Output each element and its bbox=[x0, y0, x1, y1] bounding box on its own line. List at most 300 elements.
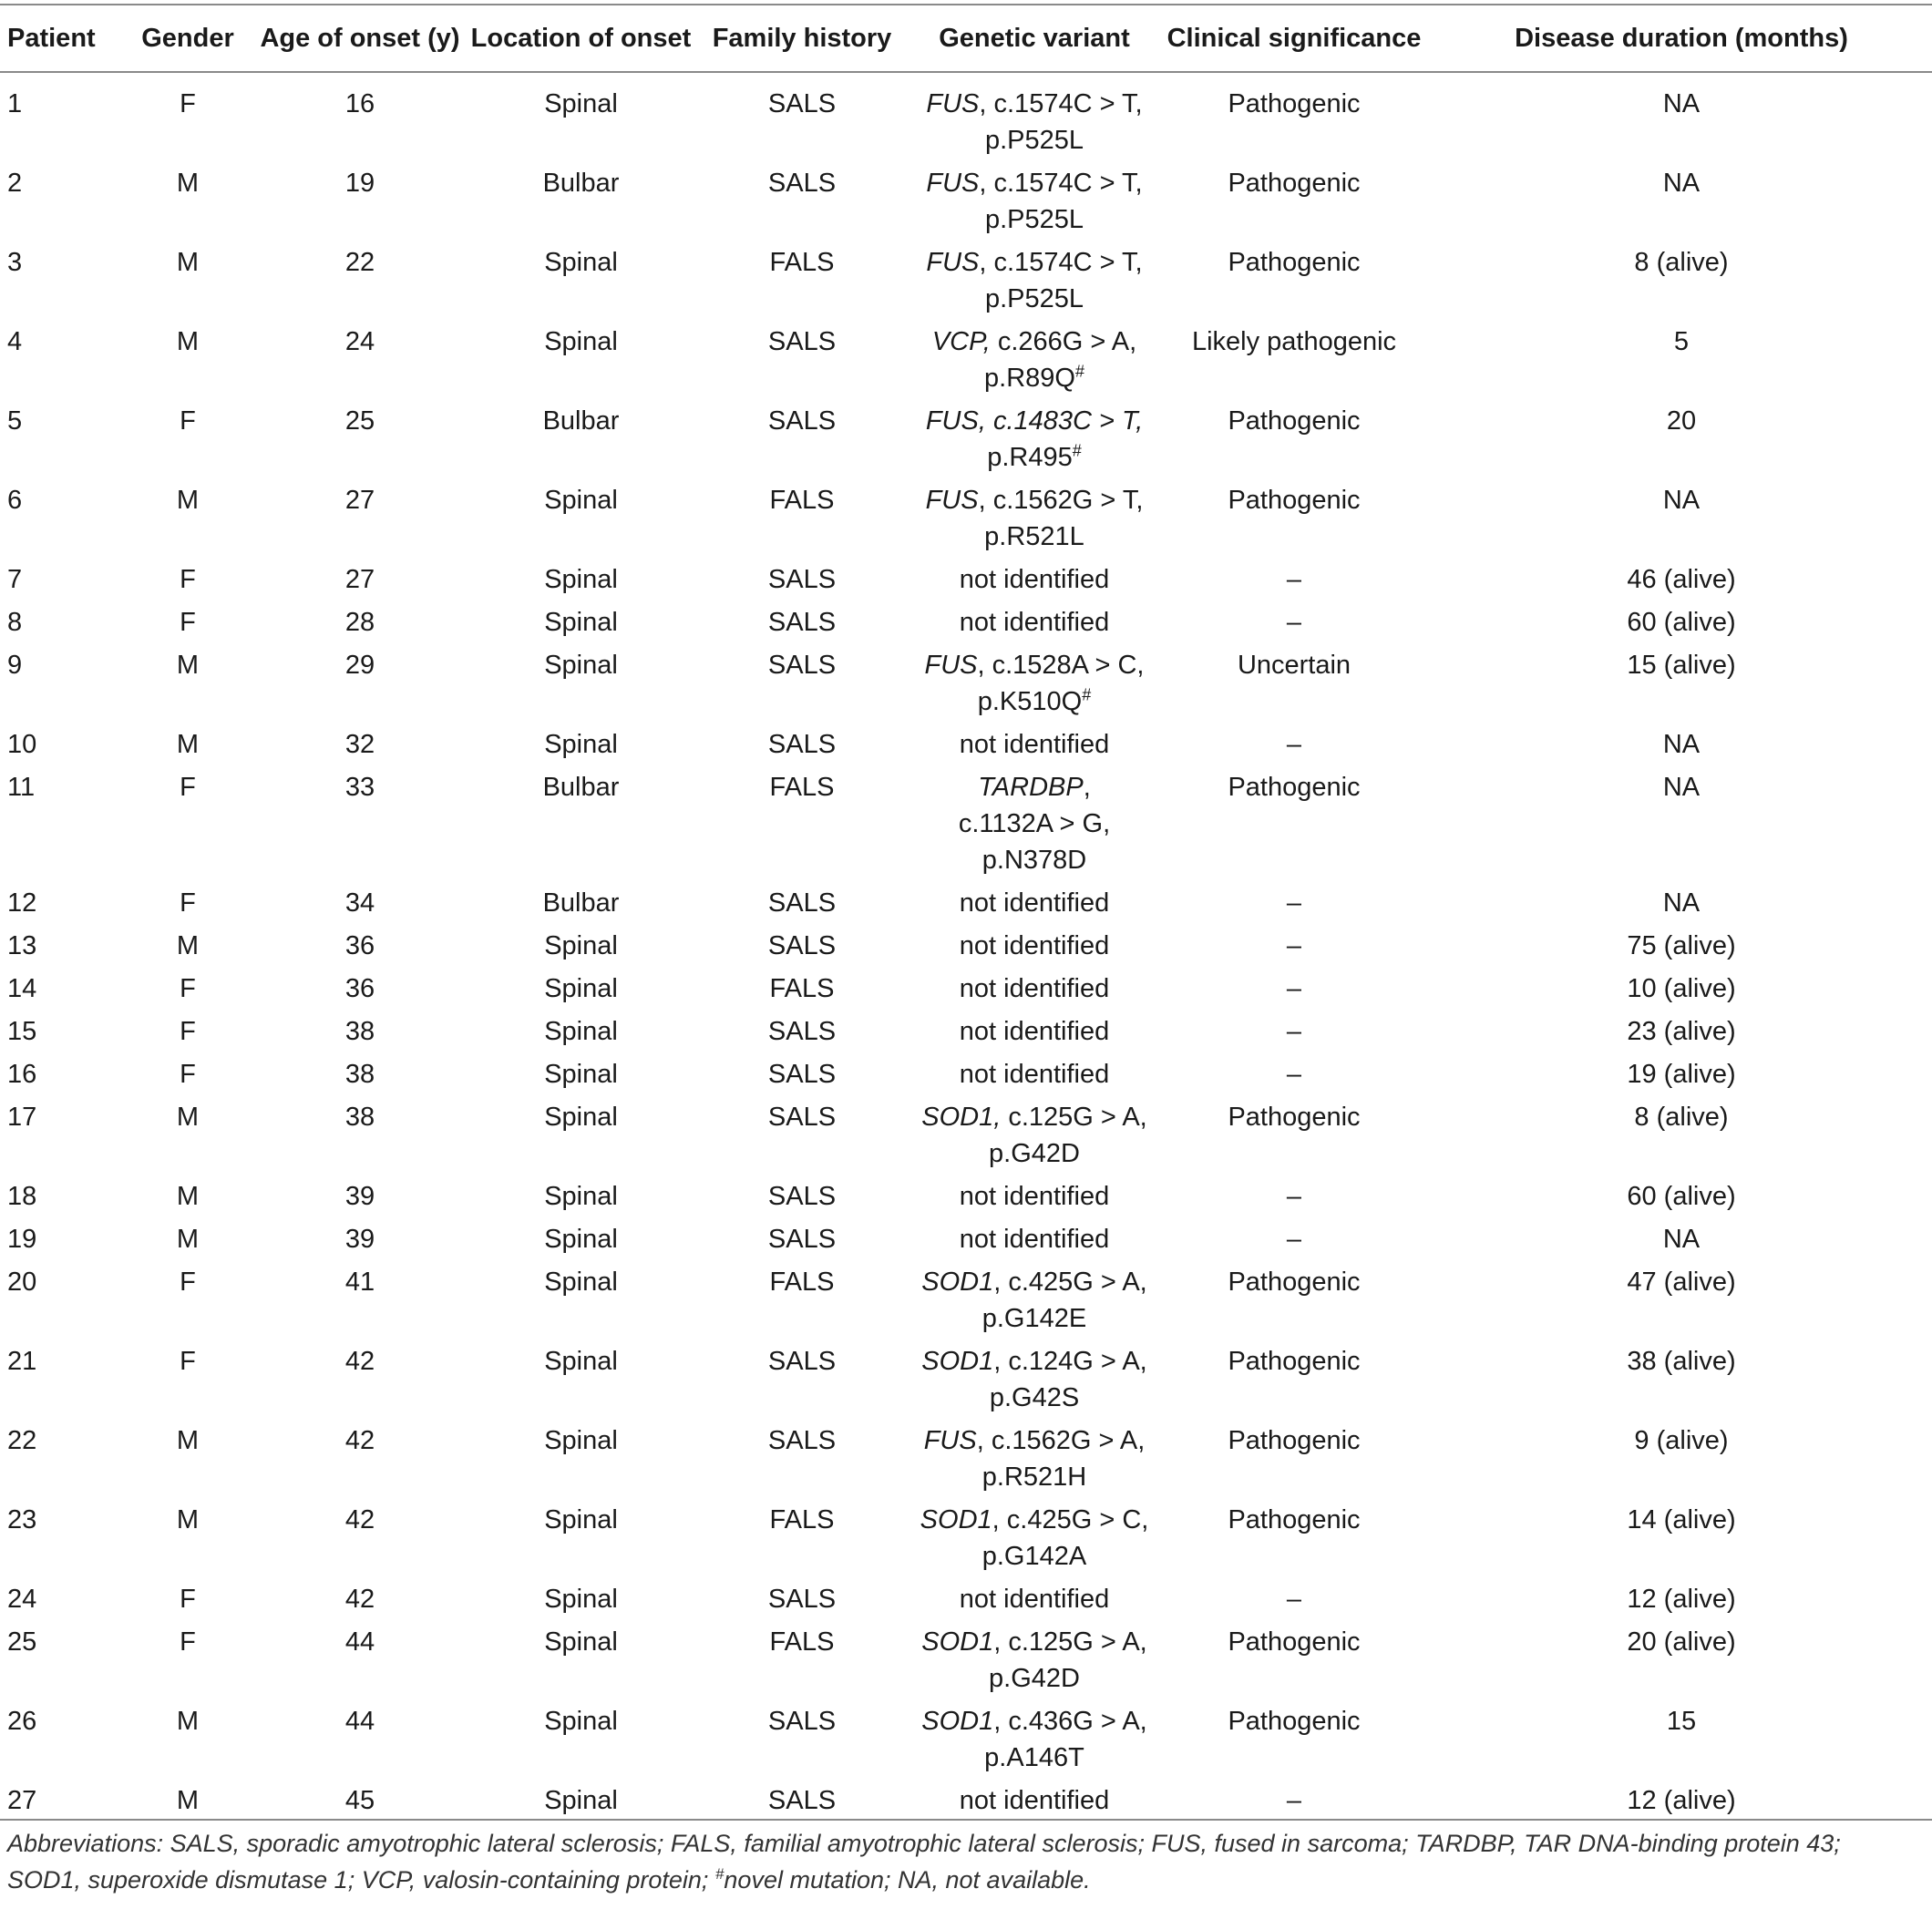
variant-line bbox=[984, 522, 1084, 551]
variant-line bbox=[926, 406, 1143, 436]
variant-text: p.G42S bbox=[989, 1383, 1080, 1412]
variant-text: , c.436G > A, bbox=[993, 1707, 1147, 1736]
disease-duration-cell: 15 (alive) bbox=[1627, 651, 1736, 680]
family-history-cell: SALS bbox=[767, 1103, 837, 1132]
col-header-gender: Gender bbox=[125, 5, 251, 72]
genetic-variant-cell bbox=[911, 159, 1157, 239]
patient-cell: 25 bbox=[7, 1627, 37, 1657]
disease-duration-cell: NA bbox=[1662, 89, 1701, 118]
disease-duration-cell: 10 (alive) bbox=[1627, 974, 1736, 1003]
gender-cell: M bbox=[176, 730, 200, 759]
disease-duration-cell: 8 (alive) bbox=[1634, 248, 1729, 277]
variant-text: not identified bbox=[959, 1060, 1110, 1089]
genetic-variant-cell bbox=[911, 1008, 1157, 1051]
genetic-variant-cell bbox=[911, 1216, 1157, 1258]
location-of-onset-cell: Spinal bbox=[544, 608, 618, 637]
family-history-cell: SALS bbox=[767, 651, 837, 680]
gender-cell: F bbox=[180, 565, 196, 594]
disease-duration-cell: 15 bbox=[1666, 1707, 1697, 1736]
novel-mutation-marker: # bbox=[1082, 685, 1092, 704]
age-of-onset-cell: 32 bbox=[344, 730, 375, 759]
table-row bbox=[0, 764, 1932, 879]
variant-line bbox=[926, 248, 1142, 277]
clinical-significance-cell: Pathogenic bbox=[1228, 1505, 1361, 1534]
family-history-cell: SALS bbox=[767, 89, 837, 118]
genetic-variant-cell bbox=[911, 1698, 1157, 1777]
variant-line bbox=[982, 1542, 1086, 1571]
gender-cell: M bbox=[176, 651, 200, 680]
variant-text: not identified bbox=[959, 931, 1110, 960]
family-history-cell: SALS bbox=[767, 1017, 837, 1046]
location-of-onset-cell: Spinal bbox=[544, 248, 618, 277]
variant-line bbox=[982, 846, 1086, 875]
age-of-onset-cell: 27 bbox=[344, 486, 375, 515]
family-history-cell: SALS bbox=[767, 1225, 837, 1254]
disease-duration-cell: 5 bbox=[1673, 327, 1690, 356]
location-of-onset-cell: Spinal bbox=[544, 931, 618, 960]
clinical-significance-cell: Pathogenic bbox=[1228, 89, 1361, 118]
gender-cell: M bbox=[125, 1777, 251, 1820]
variant-text: p.A146T bbox=[984, 1743, 1084, 1772]
variant-text: p.R89Q bbox=[984, 364, 1075, 393]
family-history-cell: SALS bbox=[767, 1585, 837, 1614]
variant-line bbox=[985, 126, 1084, 155]
variant-text: , c.425G > A, bbox=[993, 1268, 1147, 1297]
variant-line bbox=[987, 443, 1082, 472]
genetic-variant-cell bbox=[911, 1258, 1157, 1338]
disease-duration-cell: NA bbox=[1662, 888, 1701, 918]
clinical-significance-cell: – bbox=[1286, 608, 1302, 637]
family-history-cell: SALS bbox=[767, 1426, 837, 1455]
disease-duration-cell: 38 (alive) bbox=[1627, 1347, 1736, 1376]
gender-cell: F bbox=[180, 888, 196, 918]
patient-cell: 6 bbox=[7, 486, 23, 515]
age-of-onset-cell: 22 bbox=[344, 248, 375, 277]
table-row bbox=[0, 922, 1932, 965]
location-of-onset-cell: Spinal bbox=[544, 1707, 618, 1736]
location-of-onset-cell: Spinal bbox=[544, 1347, 618, 1376]
patient-cell: 27 bbox=[0, 1777, 125, 1820]
variant-line bbox=[925, 651, 1145, 680]
family-history-cell: SALS bbox=[767, 888, 837, 918]
genetic-variant-cell bbox=[911, 397, 1157, 477]
patient-cell: 3 bbox=[7, 248, 23, 277]
patient-cell: 26 bbox=[7, 1707, 37, 1736]
variant-line bbox=[921, 1103, 1146, 1132]
footnote-novel-note: novel mutation; NA, not available. bbox=[724, 1866, 1091, 1894]
table-row bbox=[0, 72, 1932, 159]
table-row bbox=[0, 641, 1932, 721]
table-row bbox=[0, 159, 1932, 239]
location-of-onset-cell: Spinal bbox=[544, 89, 618, 118]
patient-cell: 16 bbox=[7, 1060, 37, 1089]
variant-text: p.G142E bbox=[981, 1304, 1087, 1333]
age-of-onset-cell: 29 bbox=[344, 651, 375, 680]
table-row bbox=[0, 599, 1932, 641]
family-history-cell: SALS bbox=[767, 406, 837, 436]
variant-line bbox=[959, 809, 1110, 838]
clinical-significance-cell: Pathogenic bbox=[1228, 1426, 1361, 1455]
disease-duration-cell: 60 (alive) bbox=[1627, 608, 1736, 637]
variant-line bbox=[985, 205, 1084, 234]
disease-duration-cell: 12 (alive) bbox=[1627, 1585, 1736, 1614]
family-history-cell: FALS bbox=[769, 248, 835, 277]
patient-cell: 12 bbox=[7, 888, 37, 918]
variant-text: p.R495 bbox=[987, 443, 1073, 472]
variant-text: not identified bbox=[959, 565, 1110, 594]
variant-text: p.R521L bbox=[984, 522, 1084, 551]
gender-cell: F bbox=[180, 773, 196, 802]
table-row bbox=[0, 721, 1932, 764]
location-of-onset-cell: Spinal bbox=[544, 1225, 618, 1254]
location-of-onset-cell: Spinal bbox=[544, 974, 618, 1003]
header-row bbox=[0, 5, 1932, 72]
age-of-onset-cell: 34 bbox=[344, 888, 375, 918]
patient-cell: 21 bbox=[7, 1347, 37, 1376]
variant-line bbox=[978, 773, 1091, 802]
gene-name: FUS, c.1483C > T, bbox=[925, 406, 1144, 436]
variant-text: not identified bbox=[959, 1182, 1110, 1211]
family-history-cell: FALS bbox=[769, 1627, 835, 1657]
gender-cell: M bbox=[176, 169, 200, 198]
table-row bbox=[0, 1417, 1932, 1496]
age-of-onset-cell: 33 bbox=[344, 773, 375, 802]
disease-duration-cell: NA bbox=[1662, 1225, 1701, 1254]
location-of-onset-cell: Spinal bbox=[544, 1017, 618, 1046]
age-of-onset-cell: 38 bbox=[344, 1060, 375, 1089]
family-history-cell: SALS bbox=[767, 608, 837, 637]
clinical-significance-cell: Pathogenic bbox=[1228, 1707, 1361, 1736]
gene-name: SOD1 bbox=[921, 1707, 994, 1736]
disease-duration-cell: 8 (alive) bbox=[1634, 1103, 1729, 1132]
clinical-significance-cell: Likely pathogenic bbox=[1191, 327, 1397, 356]
variant-line bbox=[932, 327, 1136, 356]
col-header-clinical-significance: Clinical significance bbox=[1157, 5, 1431, 72]
table-row bbox=[0, 477, 1932, 556]
clinical-significance-cell: – bbox=[1286, 974, 1302, 1003]
variant-line bbox=[926, 169, 1142, 198]
patient-cell: 22 bbox=[7, 1426, 37, 1455]
variant-text: c.1132A > G, bbox=[958, 809, 1111, 838]
gene-name: FUS bbox=[926, 248, 980, 277]
patient-cell: 11 bbox=[7, 773, 36, 802]
gene-name: SOD1 bbox=[921, 1627, 994, 1657]
variant-line bbox=[960, 1585, 1109, 1614]
disease-duration-cell: 9 (alive) bbox=[1634, 1426, 1729, 1455]
gender-cell: M bbox=[176, 327, 200, 356]
table-row bbox=[0, 1575, 1932, 1618]
table-row bbox=[0, 1338, 1932, 1417]
clinical-significance-cell: – bbox=[1286, 931, 1302, 960]
variant-text: p.R521H bbox=[981, 1463, 1087, 1492]
patient-cell: 14 bbox=[7, 974, 37, 1003]
variant-text: , c.1574C > T, bbox=[979, 89, 1143, 118]
age-of-onset-cell: 39 bbox=[344, 1182, 375, 1211]
location-of-onset-cell: Spinal bbox=[544, 1182, 618, 1211]
patient-cell: 1 bbox=[7, 89, 23, 118]
variant-text: , bbox=[1083, 773, 1091, 802]
location-of-onset-cell: Spinal bbox=[544, 1103, 618, 1132]
age-of-onset-cell: 42 bbox=[344, 1347, 375, 1376]
footnote-abbreviations: Abbreviations: SALS, sporadic amyotrophic lateral sclerosis; FALS, familial amyotrophic lateral sclerosis; FUS, fused in sarcoma; TARDBP, TAR DNA-binding protein 43; SOD1, superoxide dismutase 1; VCP, valosin-containing protein; bbox=[7, 1830, 1841, 1894]
variant-text: not identified bbox=[959, 730, 1110, 759]
location-of-onset-cell: Spinal bbox=[544, 1268, 618, 1297]
table-row bbox=[0, 1777, 1932, 1820]
genetic-variant-cell bbox=[911, 965, 1157, 1008]
disease-duration-cell: NA bbox=[1662, 486, 1701, 515]
gender-cell: F bbox=[180, 406, 196, 436]
location-of-onset-cell: Bulbar bbox=[542, 406, 620, 436]
gender-cell: F bbox=[180, 1627, 196, 1657]
table-row bbox=[0, 1216, 1932, 1258]
variant-line bbox=[960, 888, 1109, 918]
table-row bbox=[0, 556, 1932, 599]
age-of-onset-cell: 44 bbox=[344, 1627, 375, 1657]
novel-mutation-marker: # bbox=[1072, 441, 1082, 460]
age-of-onset-cell: 38 bbox=[344, 1103, 375, 1132]
clinical-significance-cell: Pathogenic bbox=[1228, 1103, 1361, 1132]
variant-text: , c.425G > C, bbox=[992, 1505, 1149, 1534]
gender-cell: F bbox=[180, 1017, 196, 1046]
gender-cell: M bbox=[176, 1505, 200, 1534]
gender-cell: M bbox=[176, 1225, 200, 1254]
location-of-onset-cell: Spinal bbox=[469, 1777, 693, 1820]
variant-line bbox=[989, 1664, 1080, 1693]
patient-cell: 17 bbox=[7, 1103, 37, 1132]
location-of-onset-cell: Spinal bbox=[544, 1060, 618, 1089]
age-of-onset-cell: 25 bbox=[344, 406, 375, 436]
age-of-onset-cell: 36 bbox=[344, 931, 375, 960]
family-history-cell: SALS bbox=[767, 730, 837, 759]
patient-cell: 10 bbox=[7, 730, 37, 759]
age-of-onset-cell: 41 bbox=[344, 1268, 375, 1297]
clinical-significance-cell: Pathogenic bbox=[1228, 248, 1361, 277]
genetic-variant-cell bbox=[911, 599, 1157, 641]
family-history-cell: FALS bbox=[769, 1505, 835, 1534]
variant-text: , c.1574C > T, bbox=[979, 169, 1143, 198]
age-of-onset-cell: 44 bbox=[344, 1707, 375, 1736]
table-footnote bbox=[7, 1825, 1921, 1898]
clinical-significance-cell: – bbox=[1286, 888, 1302, 918]
gender-cell: F bbox=[180, 89, 196, 118]
age-of-onset-cell: 24 bbox=[344, 327, 375, 356]
variant-line bbox=[960, 1182, 1109, 1211]
clinical-significance-cell: – bbox=[1286, 1060, 1302, 1089]
variant-text: c.266G > A, bbox=[990, 327, 1137, 356]
genetic-variant-cell bbox=[911, 239, 1157, 318]
disease-duration-cell: 75 (alive) bbox=[1627, 931, 1736, 960]
disease-duration-cell: 12 (alive) bbox=[1431, 1777, 1932, 1820]
variant-line bbox=[960, 1060, 1109, 1089]
gene-name: SOD1 bbox=[921, 1268, 994, 1297]
patient-cell: 19 bbox=[7, 1225, 37, 1254]
variant-text: p.P525L bbox=[984, 205, 1084, 234]
age-of-onset-cell: 38 bbox=[344, 1017, 375, 1046]
clinical-significance-cell: – bbox=[1157, 1777, 1431, 1820]
gene-name: SOD1 bbox=[920, 1505, 992, 1534]
family-history-cell: SALS bbox=[767, 1182, 837, 1211]
family-history-cell: SALS bbox=[767, 931, 837, 960]
age-of-onset-cell: 42 bbox=[344, 1505, 375, 1534]
clinical-significance-cell: – bbox=[1286, 1182, 1302, 1211]
patient-cell: 24 bbox=[7, 1585, 37, 1614]
variant-text: p.K510Q bbox=[977, 687, 1083, 716]
genetic-variant-cell bbox=[911, 1338, 1157, 1417]
gender-cell: M bbox=[176, 931, 200, 960]
genetic-variant-cell bbox=[911, 1093, 1157, 1173]
novel-mutation-marker: # bbox=[1074, 362, 1084, 381]
gene-name: TARDBP bbox=[978, 773, 1084, 802]
gender-cell: M bbox=[176, 1103, 200, 1132]
location-of-onset-cell: Spinal bbox=[544, 1627, 618, 1657]
clinical-significance-cell: Pathogenic bbox=[1228, 1347, 1361, 1376]
clinical-significance-cell: – bbox=[1286, 1585, 1302, 1614]
genetic-variant-cell bbox=[911, 1496, 1157, 1575]
genetic-variant-cell bbox=[911, 641, 1157, 721]
variant-line bbox=[921, 1627, 1146, 1657]
genetic-variant-cell bbox=[911, 1575, 1157, 1618]
disease-duration-cell: 47 (alive) bbox=[1627, 1268, 1736, 1297]
location-of-onset-cell: Spinal bbox=[544, 1426, 618, 1455]
col-header-patient: Patient bbox=[0, 5, 125, 72]
age-of-onset-cell: 42 bbox=[344, 1585, 375, 1614]
variant-text: p.G42D bbox=[989, 1664, 1080, 1693]
variant-line bbox=[960, 730, 1109, 759]
genetic-variant-cell bbox=[911, 721, 1157, 764]
col-header-location-of-onset: Location of onset bbox=[469, 5, 693, 72]
table-row bbox=[0, 318, 1932, 397]
variant-line bbox=[960, 1786, 1109, 1815]
variant-line bbox=[960, 608, 1109, 637]
age-of-onset-cell: 19 bbox=[344, 169, 375, 198]
disease-duration-cell: 60 (alive) bbox=[1627, 1182, 1736, 1211]
genetic-variant-cell bbox=[911, 764, 1157, 879]
variant-text: not identified bbox=[959, 974, 1110, 1003]
variant-line bbox=[921, 1347, 1146, 1376]
location-of-onset-cell: Bulbar bbox=[542, 888, 620, 918]
patient-cell: 18 bbox=[7, 1182, 37, 1211]
genetic-variant-cell bbox=[911, 1417, 1157, 1496]
variant-line bbox=[924, 1426, 1146, 1455]
variant-line bbox=[978, 687, 1092, 716]
gender-cell: F bbox=[180, 608, 196, 637]
age-of-onset-cell: 45 bbox=[251, 1777, 469, 1820]
patient-cell: 13 bbox=[7, 931, 37, 960]
disease-duration-cell: 20 bbox=[1666, 406, 1697, 436]
patient-cell: 8 bbox=[7, 608, 23, 637]
table-row bbox=[0, 1496, 1932, 1575]
table-body bbox=[0, 72, 1932, 1820]
table-row bbox=[0, 397, 1932, 477]
clinical-significance-cell: Pathogenic bbox=[1228, 406, 1361, 436]
gender-cell: M bbox=[176, 1707, 200, 1736]
genetic-variant-cell bbox=[911, 1051, 1157, 1093]
variant-text: , c.125G > A, bbox=[993, 1627, 1147, 1657]
family-history-cell: FALS bbox=[769, 1268, 835, 1297]
table-row bbox=[0, 879, 1932, 922]
patient-cell: 7 bbox=[7, 565, 23, 594]
variant-line bbox=[982, 1304, 1086, 1333]
gene-name: VCP, bbox=[931, 327, 991, 356]
variant-text: p.P525L bbox=[984, 284, 1084, 313]
footnote-novel-symbol: # bbox=[714, 1865, 724, 1883]
patient-cell: 20 bbox=[7, 1268, 37, 1297]
location-of-onset-cell: Bulbar bbox=[542, 773, 620, 802]
variant-line bbox=[920, 1505, 1149, 1534]
genetic-variant-cell bbox=[911, 477, 1157, 556]
variant-line bbox=[989, 1139, 1080, 1168]
gene-name: SOD1, bbox=[921, 1103, 1002, 1132]
clinical-significance-cell: – bbox=[1286, 730, 1302, 759]
gender-cell: F bbox=[180, 1347, 196, 1376]
gender-cell: F bbox=[180, 1585, 196, 1614]
table-row bbox=[0, 1093, 1932, 1173]
patient-cell: 2 bbox=[7, 169, 23, 198]
variant-text: not identified bbox=[959, 1225, 1110, 1254]
variant-text: not identified bbox=[959, 1017, 1110, 1046]
clinical-significance-cell: – bbox=[1286, 1017, 1302, 1046]
variant-text: , c.124G > A, bbox=[993, 1347, 1147, 1376]
disease-duration-cell: 20 (alive) bbox=[1627, 1627, 1736, 1657]
variant-text: p.G42D bbox=[989, 1139, 1080, 1168]
clinical-significance-cell: Pathogenic bbox=[1228, 1268, 1361, 1297]
variant-text: not identified bbox=[959, 608, 1110, 637]
patient-cell: 23 bbox=[7, 1505, 37, 1534]
family-history-cell: FALS bbox=[769, 486, 835, 515]
clinical-significance-cell: – bbox=[1286, 1225, 1302, 1254]
genetic-variant-cell bbox=[911, 922, 1157, 965]
family-history-cell: SALS bbox=[767, 327, 837, 356]
variant-line bbox=[960, 974, 1109, 1003]
clinical-significance-cell: Pathogenic bbox=[1228, 773, 1361, 802]
gender-cell: M bbox=[176, 1426, 200, 1455]
family-history-cell: SALS bbox=[767, 1707, 837, 1736]
variant-line bbox=[960, 565, 1109, 594]
clinical-significance-cell: Uncertain bbox=[1237, 651, 1351, 680]
patient-table bbox=[0, 4, 1932, 1821]
genetic-variant-cell bbox=[911, 1777, 1157, 1820]
variant-text: , c.1562G > T, bbox=[978, 486, 1144, 515]
age-of-onset-cell: 39 bbox=[344, 1225, 375, 1254]
genetic-variant-cell bbox=[911, 1173, 1157, 1216]
age-of-onset-cell: 36 bbox=[344, 974, 375, 1003]
gender-cell: F bbox=[180, 1060, 196, 1089]
variant-text: p.G142A bbox=[981, 1542, 1087, 1571]
table-row bbox=[0, 965, 1932, 1008]
patient-cell: 9 bbox=[7, 651, 23, 680]
variant-text: not identified bbox=[959, 888, 1110, 918]
location-of-onset-cell: Spinal bbox=[544, 1505, 618, 1534]
gender-cell: M bbox=[176, 248, 200, 277]
location-of-onset-cell: Spinal bbox=[544, 327, 618, 356]
age-of-onset-cell: 16 bbox=[344, 89, 375, 118]
disease-duration-cell: NA bbox=[1662, 730, 1701, 759]
disease-duration-cell: 14 (alive) bbox=[1627, 1505, 1736, 1534]
table-row bbox=[0, 1258, 1932, 1338]
patient-cell: 4 bbox=[7, 327, 23, 356]
table-row bbox=[0, 239, 1932, 318]
age-of-onset-cell: 42 bbox=[344, 1426, 375, 1455]
table-row bbox=[0, 1618, 1932, 1698]
variant-line bbox=[990, 1383, 1079, 1412]
table-row bbox=[0, 1173, 1932, 1216]
disease-duration-cell: 23 (alive) bbox=[1627, 1017, 1736, 1046]
col-header-age-of-onset: Age of onset (y) bbox=[251, 5, 469, 72]
family-history-cell: FALS bbox=[769, 974, 835, 1003]
variant-line bbox=[926, 486, 1144, 515]
genetic-variant-cell bbox=[911, 72, 1157, 159]
clinical-significance-cell: – bbox=[1286, 565, 1302, 594]
